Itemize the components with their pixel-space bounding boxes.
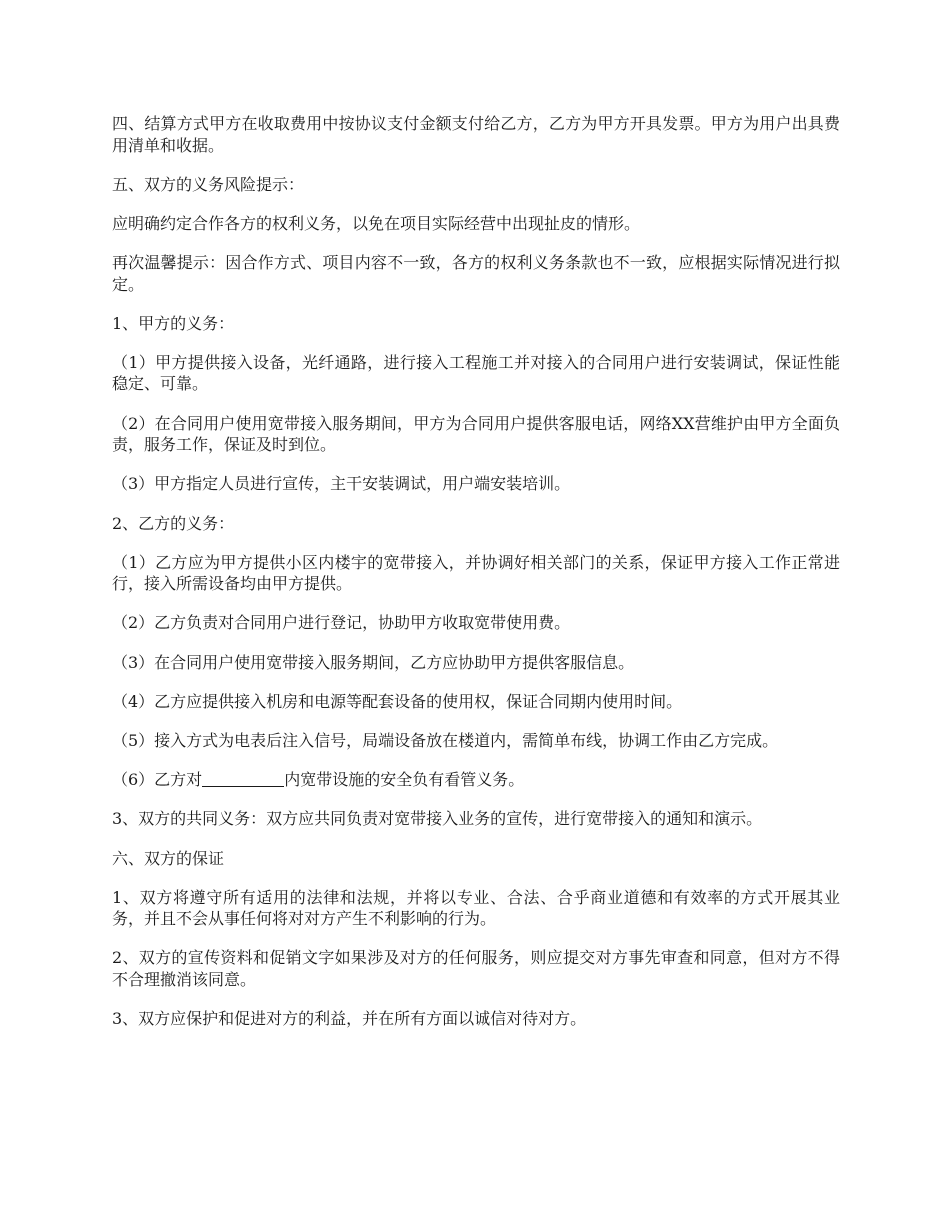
paragraph-party-a-item-1: （1）甲方提供接入设备，光纤通路，进行接入工程施工并对接入的合同用户进行安装调试，保证性能稳定、可靠。 (112, 352, 840, 394)
paragraph-party-b-item-6 (112, 769, 840, 791)
paragraph-guarantee-item-2: 2、双方的宣传资料和促销文字如果涉及对方的任何服务，则应提交对方事先审查和同意，但对方不得不合理撤消该同意。 (112, 948, 840, 989)
clause-text-before-blank: （6）乙方对 (112, 770, 203, 790)
paragraph-guarantee-item-1: 1、双方将遵守所有适用的法律和法规，并将以专业、合法、合乎商业道德和有效率的方式开展其业务，并且不会从事任何将对对方产生不利影响的行为。 (112, 887, 840, 929)
paragraph-party-b-item-5: （5）接入方式为电表后注入信号，局端设备放在楼道内，需简单布线，协调工作由乙方完成。 (112, 730, 779, 750)
paragraph-party-a-item-2: （2）在合同用户使用宽带接入服务期间，甲方为合同用户提供客服电话，网络XX营维护由甲方全面负责，服务工作，保证及时到位。 (112, 413, 840, 455)
paragraph-party-a-item-3: （3）甲方指定人员进行宣传，主干安装调试，用户端安装培训。 (112, 474, 571, 494)
paragraph-reminder: 再次温馨提示：因合作方式、项目内容不一致，各方的权利义务条款也不一致，应根据实际情况进行拟定。 (112, 253, 840, 294)
paragraph-obligation-risk-heading: 五、双方的义务风险提示： (112, 174, 305, 194)
fill-in-blank-line (202, 770, 284, 787)
paragraph-rights-notice: 应明确约定合作各方的权利义务，以免在项目实际经营中出现扯皮的情形。 (112, 213, 641, 233)
document-body (112, 113, 840, 1030)
paragraph-party-a-heading: 1、甲方的义务： (112, 313, 235, 333)
paragraph-party-b-item-3: （3）在合同用户使用宽带接入服务期间，乙方应协助甲方提供客服信息。 (112, 652, 635, 672)
paragraph-joint-obligations: 3、双方的共同义务：双方应共同负责对宽带接入业务的宣传，进行宽带接入的通知和演示。 (112, 809, 763, 829)
paragraph-settlement-method: 四、结算方式甲方在收取费用中按协议支付金额支付给乙方，乙方为甲方开具发票。甲方为用户出具费用清单和收据。 (112, 114, 840, 155)
paragraph-guarantee-item-3: 3、双方应保护和促进对方的利益，并在所有方面以诚信对待对方。 (112, 1009, 587, 1029)
paragraph-party-b-item-2: （2）乙方负责对合同用户进行登记，协助甲方收取宽带使用费。 (112, 613, 571, 633)
paragraph-party-b-heading: 2、乙方的义务： (112, 513, 235, 533)
paragraph-guarantee-heading: 六、双方的保证 (112, 848, 225, 868)
clause-text-after-blank: 内宽带设施的安全负有看管义务。 (284, 770, 525, 790)
paragraph-party-b-item-4: （4）乙方应提供接入机房和电源等配套设备的使用权，保证合同期内使用时间。 (112, 691, 683, 711)
paragraph-party-b-item-1: （1）乙方应为甲方提供小区内楼宇的宽带接入，并协调好相关部门的关系，保证甲方接入工作正常进行，接入所需设备均由甲方提供。 (112, 552, 840, 594)
